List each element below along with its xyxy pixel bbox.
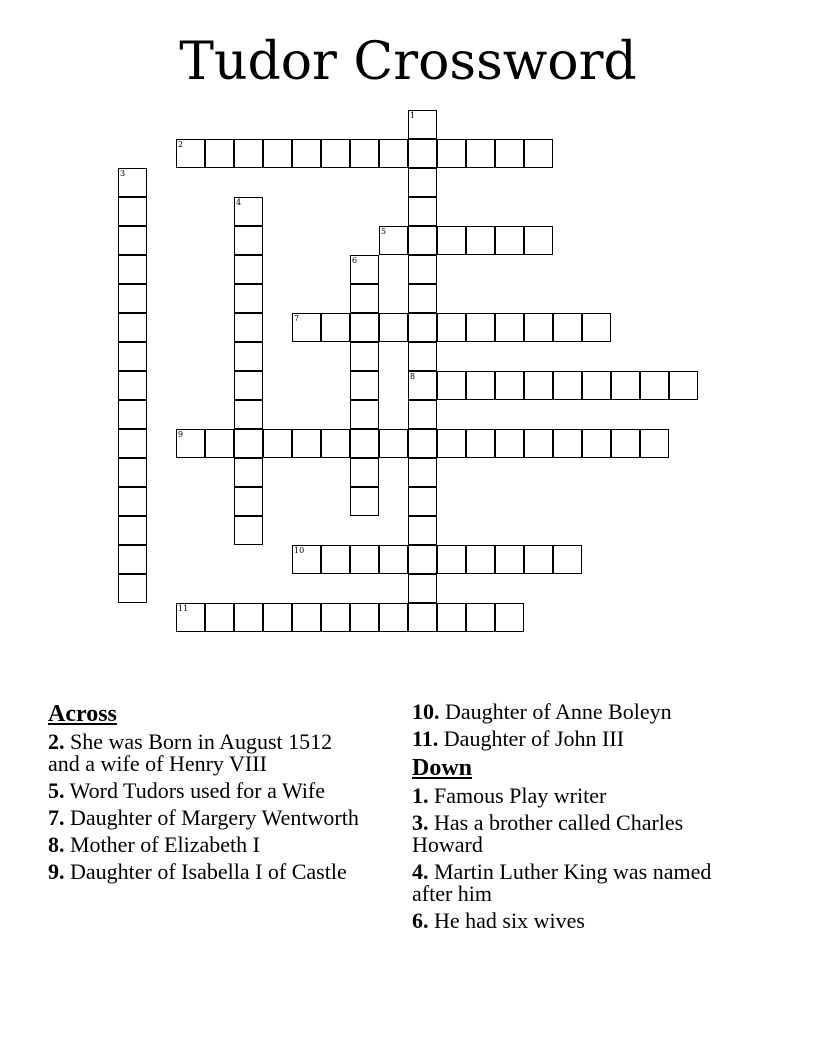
across-clue-8	[48, 834, 368, 856]
grid-cell[interactable]	[292, 313, 321, 342]
grid-cell[interactable]	[321, 139, 350, 168]
grid-cell[interactable]	[350, 255, 379, 284]
clue-text: She was Born in August 1512 and a wife of Henry VIII	[48, 729, 333, 776]
clue-number: 2.	[48, 729, 65, 754]
grid-cell[interactable]	[234, 458, 263, 487]
grid-cell[interactable]	[350, 284, 379, 313]
grid-cell[interactable]	[263, 429, 292, 458]
grid-cell[interactable]	[321, 545, 350, 574]
grid-cell[interactable]	[408, 371, 437, 400]
grid-cell[interactable]	[408, 574, 437, 603]
grid-cell[interactable]	[321, 313, 350, 342]
grid-cell[interactable]	[408, 487, 437, 516]
grid-cell[interactable]	[495, 603, 524, 632]
grid-cell[interactable]	[379, 603, 408, 632]
grid-cell[interactable]	[118, 574, 147, 603]
grid-cell[interactable]	[234, 516, 263, 545]
grid-cell[interactable]	[234, 371, 263, 400]
clue-number: 7.	[48, 805, 65, 830]
grid-cell[interactable]	[176, 139, 205, 168]
grid-cell[interactable]	[495, 226, 524, 255]
grid-cell[interactable]	[205, 429, 234, 458]
grid-cell[interactable]	[118, 255, 147, 284]
grid-cell[interactable]	[176, 429, 205, 458]
grid-cell[interactable]	[466, 603, 495, 632]
grid-cell[interactable]	[669, 371, 698, 400]
clue-number: 1.	[412, 783, 429, 808]
grid-cell[interactable]	[234, 400, 263, 429]
clue-number: 11.	[412, 726, 439, 751]
clue-number: 3.	[412, 810, 429, 835]
grid-cell[interactable]	[350, 487, 379, 516]
grid-cell[interactable]	[582, 371, 611, 400]
grid-cell[interactable]	[350, 603, 379, 632]
grid-cell[interactable]	[582, 429, 611, 458]
across-clue-9	[48, 861, 368, 883]
grid-cell[interactable]	[234, 487, 263, 516]
clue-text: Famous Play writer	[434, 783, 607, 808]
grid-cell[interactable]	[466, 313, 495, 342]
grid-cell[interactable]	[350, 342, 379, 371]
grid-cell[interactable]	[408, 545, 437, 574]
grid-cell[interactable]	[118, 197, 147, 226]
cell-number: 6	[352, 256, 358, 265]
grid-cell[interactable]	[292, 429, 321, 458]
across-heading: Across	[48, 701, 117, 727]
cell-number: 10	[294, 546, 305, 555]
grid-cell[interactable]	[524, 371, 553, 400]
grid-cell[interactable]	[263, 139, 292, 168]
clue-number: 10.	[412, 699, 440, 724]
grid-cell[interactable]	[466, 545, 495, 574]
grid-cell[interactable]	[524, 429, 553, 458]
clue-text: Martin Luther King was named after him	[412, 859, 712, 906]
clue-number: 5.	[48, 778, 65, 803]
grid-cell[interactable]	[263, 603, 292, 632]
grid-cell[interactable]	[234, 197, 263, 226]
across-clue-10	[412, 701, 732, 723]
clues-left-column	[48, 701, 378, 888]
grid-cell[interactable]	[292, 603, 321, 632]
grid-cell[interactable]	[234, 429, 263, 458]
grid-cell[interactable]	[408, 226, 437, 255]
down-clue-1	[412, 785, 732, 807]
grid-cell[interactable]	[524, 545, 553, 574]
grid-cell[interactable]	[350, 458, 379, 487]
down-clue-3	[412, 812, 732, 856]
clue-text: Has a brother called Charles Howard	[412, 810, 684, 857]
grid-cell[interactable]	[321, 603, 350, 632]
across-clue-11	[412, 728, 732, 750]
grid-cell[interactable]	[350, 139, 379, 168]
cell-number: 11	[178, 604, 189, 613]
clue-number: 8.	[48, 832, 65, 857]
grid-cell[interactable]	[524, 139, 553, 168]
grid-cell[interactable]	[437, 371, 466, 400]
grid-cell[interactable]	[234, 139, 263, 168]
grid-cell[interactable]	[234, 342, 263, 371]
grid-cell[interactable]	[292, 545, 321, 574]
grid-cell[interactable]	[118, 545, 147, 574]
grid-cell[interactable]	[437, 603, 466, 632]
grid-cell[interactable]	[379, 313, 408, 342]
clue-text: Mother of Elizabeth I	[70, 832, 260, 857]
grid-cell[interactable]	[379, 226, 408, 255]
grid-cell[interactable]	[234, 284, 263, 313]
grid-cell[interactable]	[118, 487, 147, 516]
grid-cell[interactable]	[234, 313, 263, 342]
grid-cell[interactable]	[118, 429, 147, 458]
grid-cell[interactable]	[350, 313, 379, 342]
grid-cell[interactable]	[553, 429, 582, 458]
clue-number: 9.	[48, 859, 65, 884]
grid-cell[interactable]	[553, 371, 582, 400]
cell-number: 4	[236, 198, 242, 207]
cell-number: 2	[178, 140, 184, 149]
grid-cell[interactable]	[118, 168, 147, 197]
grid-cell[interactable]	[553, 545, 582, 574]
grid-cell[interactable]	[437, 313, 466, 342]
grid-cell[interactable]	[408, 458, 437, 487]
grid-cell[interactable]	[408, 313, 437, 342]
grid-cell[interactable]	[234, 603, 263, 632]
grid-cell[interactable]	[640, 429, 669, 458]
grid-cell[interactable]	[495, 313, 524, 342]
grid-cell[interactable]	[408, 342, 437, 371]
across-clue-5	[48, 780, 368, 802]
grid-cell[interactable]	[495, 545, 524, 574]
grid-cell[interactable]	[466, 226, 495, 255]
clue-text: He had six wives	[434, 908, 585, 933]
clue-number: 4.	[412, 859, 429, 884]
grid-cell[interactable]	[408, 168, 437, 197]
grid-cell[interactable]	[437, 429, 466, 458]
grid-cell[interactable]	[408, 110, 437, 139]
grid-cell[interactable]	[495, 139, 524, 168]
grid-cell[interactable]	[118, 313, 147, 342]
grid-cell[interactable]	[350, 429, 379, 458]
clue-number: 6.	[412, 908, 429, 933]
cell-number: 3	[120, 169, 126, 178]
grid-cell[interactable]	[640, 371, 669, 400]
grid-cell[interactable]	[408, 284, 437, 313]
grid-cell[interactable]	[118, 516, 147, 545]
grid-cell[interactable]	[118, 458, 147, 487]
grid-cell[interactable]	[408, 400, 437, 429]
grid-cell[interactable]	[292, 139, 321, 168]
cell-number: 9	[178, 430, 184, 439]
grid-cell[interactable]	[611, 371, 640, 400]
grid-cell[interactable]	[205, 603, 234, 632]
across-clue-2	[48, 731, 368, 775]
clues-right-column	[412, 701, 742, 937]
grid-cell[interactable]	[205, 139, 234, 168]
cell-number: 7	[294, 314, 300, 323]
grid-cell[interactable]	[350, 545, 379, 574]
grid-cell[interactable]	[408, 603, 437, 632]
grid-cell[interactable]	[350, 400, 379, 429]
grid-cell[interactable]	[321, 429, 350, 458]
grid-cell[interactable]	[437, 139, 466, 168]
cell-number: 1	[410, 111, 416, 120]
grid-cell[interactable]	[234, 226, 263, 255]
grid-cell[interactable]	[118, 226, 147, 255]
grid-cell[interactable]	[176, 603, 205, 632]
grid-cell[interactable]	[379, 545, 408, 574]
grid-cell[interactable]	[234, 255, 263, 284]
grid-cell[interactable]	[379, 429, 408, 458]
grid-cell[interactable]	[379, 139, 408, 168]
grid-cell[interactable]	[118, 284, 147, 313]
grid-cell[interactable]	[437, 226, 466, 255]
down-heading: Down	[412, 755, 473, 781]
grid-cell[interactable]	[408, 197, 437, 226]
grid-cell[interactable]	[524, 226, 553, 255]
grid-cell[interactable]	[437, 545, 466, 574]
down-clue-4	[412, 861, 732, 905]
grid-cell[interactable]	[495, 429, 524, 458]
page-title: Tudor Crossword	[179, 32, 637, 92]
grid-cell[interactable]	[118, 371, 147, 400]
grid-cell[interactable]	[408, 139, 437, 168]
grid-cell[interactable]	[118, 342, 147, 371]
grid-cell[interactable]	[466, 371, 495, 400]
cell-number: 8	[410, 372, 416, 381]
clue-text: Daughter of Isabella I of Castle	[70, 859, 347, 884]
clue-text: Daughter of Anne Boleyn	[445, 699, 672, 724]
cell-number: 5	[381, 227, 387, 236]
grid-cell[interactable]	[408, 429, 437, 458]
clue-text: Daughter of Margery Wentworth	[70, 805, 359, 830]
clue-text: Daughter of John III	[443, 726, 625, 751]
down-clue-6	[412, 910, 732, 932]
clue-text: Word Tudors used for a Wife	[69, 778, 326, 803]
grid-cell[interactable]	[408, 255, 437, 284]
grid-cell[interactable]	[553, 313, 582, 342]
across-clue-7	[48, 807, 368, 829]
grid-cell[interactable]	[524, 313, 553, 342]
grid-cell[interactable]	[466, 429, 495, 458]
grid-cell[interactable]	[495, 371, 524, 400]
grid-cell[interactable]	[118, 400, 147, 429]
grid-cell[interactable]	[350, 371, 379, 400]
grid-cell[interactable]	[582, 313, 611, 342]
grid-cell[interactable]	[408, 516, 437, 545]
grid-cell[interactable]	[611, 429, 640, 458]
grid-cell[interactable]	[466, 139, 495, 168]
